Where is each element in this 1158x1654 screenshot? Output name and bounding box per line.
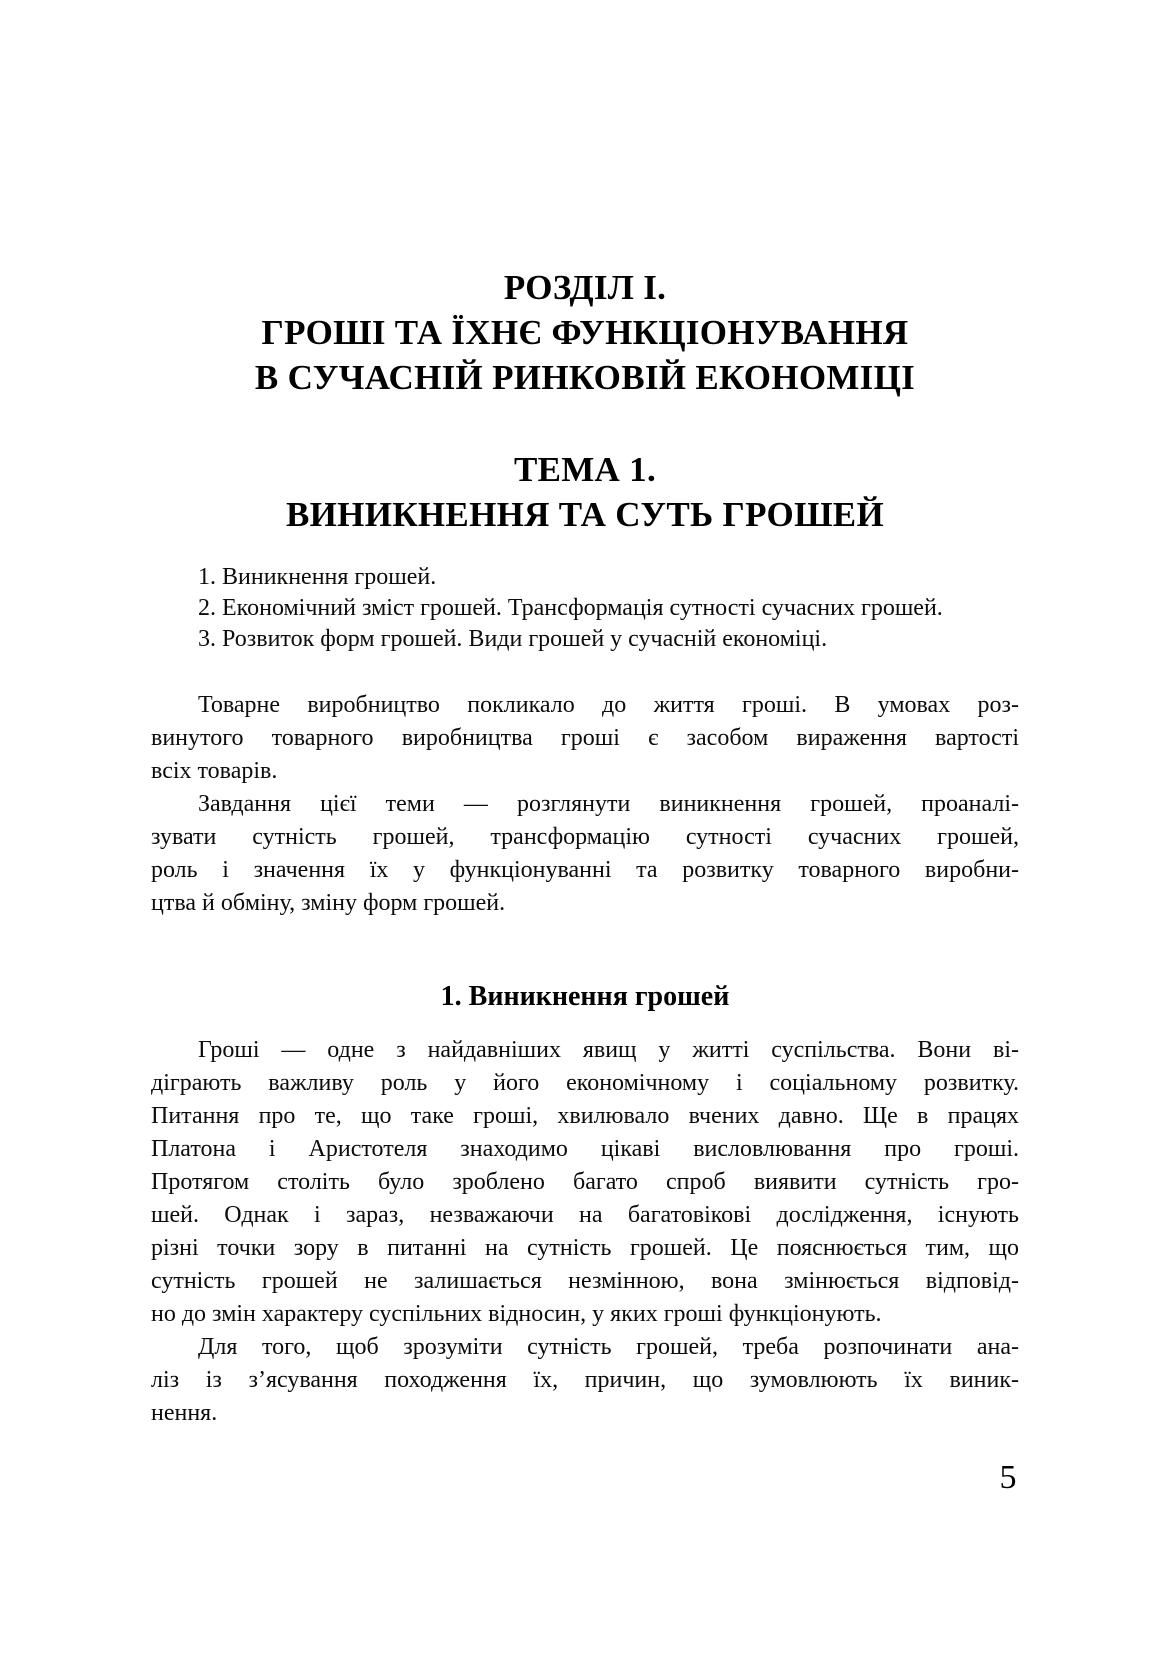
text-line: 2. Економічний зміст грошей. Трансформація сутності сучасних грошей.	[198, 595, 943, 621]
paragraph	[151, 788, 1019, 920]
paragraph	[151, 1331, 1019, 1430]
text-line: роль і значення їх у функціонуванні та розвитку товарного виробни-	[151, 857, 1019, 883]
section-paragraphs	[151, 1034, 1019, 1430]
text-line: всіх товарів.	[151, 758, 278, 784]
paragraph	[151, 1034, 1019, 1331]
text-line: ліз із з’ясування походження їх, причин, що зумовлюють їх виник-	[151, 1367, 1019, 1393]
section-heading: 1. Виникнення грошей	[440, 981, 730, 1012]
page-number: 5	[999, 1459, 1017, 1496]
text-line: РОЗДІЛ І.	[503, 268, 667, 307]
text-line: винутого товарного виробництва гроші є засобом вираження вартості	[151, 725, 1019, 751]
text-line: сутність грошей не залишається незмінною, вона змінюється відповід-	[151, 1268, 1019, 1294]
text-line: ТЕМА 1.	[513, 450, 657, 489]
text-line: різні точки зору в питанні на сутність грошей. Це пояснюється тим, що	[151, 1235, 1019, 1261]
text-line: Платона і Аристотеля знаходимо цікаві висловлювання про гроші.	[151, 1136, 1019, 1162]
text-line: Гроші — одне з найдавніших явищ у житті суспільства. Вони ві-	[198, 1037, 1019, 1063]
topic-outline	[151, 562, 1019, 655]
text-line: 3. Розвиток форм грошей. Види грошей у сучасній економіці.	[198, 626, 828, 652]
text-line: цтва й обміну, зміну форм грошей.	[151, 890, 506, 916]
text-line: зувати сутність грошей, трансформацію сутності сучасних грошей,	[151, 824, 1019, 850]
text-line: нення.	[151, 1400, 218, 1426]
text-line: Товарне виробництво покликало до життя гроші. В умовах роз-	[198, 692, 1019, 718]
page-content	[151, 0, 1019, 1430]
text-line: Завдання цієї теми — розглянути виникнення грошей, проаналі-	[198, 791, 1019, 817]
chapter-title	[151, 265, 1019, 400]
text-line: В СУЧАСНІЙ РИНКОВІЙ ЕКОНОМІЦІ	[254, 358, 916, 397]
text-line: ВИНИКНЕННЯ ТА СУТЬ ГРОШЕЙ	[286, 495, 884, 534]
text-line: шей. Однак і зараз, незважаючи на багатовікові дослідження, існують	[151, 1202, 1019, 1228]
text-line: Протягом століть було зроблено багато спроб виявити сутність гро-	[151, 1169, 1019, 1195]
topic-title	[151, 447, 1019, 537]
text-line: ГРОШІ ТА ЇХНЄ ФУНКЦІОНУВАННЯ	[261, 313, 909, 352]
intro-paragraphs	[151, 689, 1019, 920]
text-line: но до змін характеру суспільних відносин, у яких гроші функціонують.	[151, 1301, 882, 1327]
text-line: 1. Виникнення грошей.	[198, 564, 437, 590]
paragraph	[151, 689, 1019, 788]
text-line: діграють важливу роль у його економічному і соціальному розвитку.	[151, 1070, 1019, 1096]
text-line: Питання про те, що таке гроші, хвилювало вчених давно. Ще в працях	[151, 1103, 1019, 1129]
text-line: Для того, щоб зрозуміти сутність грошей, треба розпочинати ана-	[198, 1334, 1019, 1360]
